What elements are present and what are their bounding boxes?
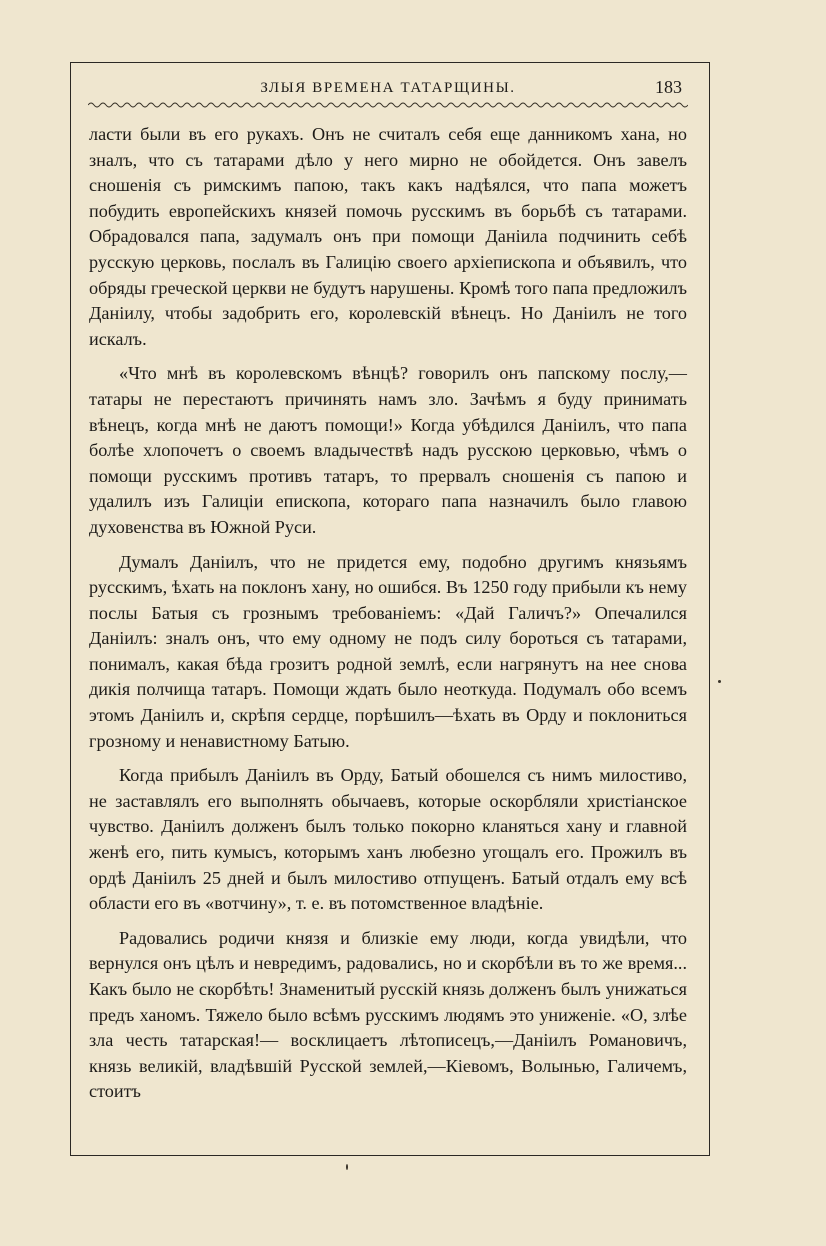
paragraph-3: Думалъ Даніилъ, что не придется ему, подобно другимъ князьямъ русскимъ, ѣхать на поклонъ хану, но ошибся. Въ 1250 году прибыли къ нему послы Батыя съ грознымъ требованіемъ: «Дай Галичъ?» Опечалился Даніилъ: зналъ онъ, что ему одному не подъ силу бороться съ татарами, понималъ, какая бѣда грозитъ родной землѣ, если нагрянутъ на нее снова дикія полчища татаръ. Помощи ждать было неоткуда. Подумалъ обо всемъ этомъ Даніилъ и, скрѣпя сердце, порѣшилъ—ѣхать въ Орду и поклониться грозному и ненавистному Батыю. [89,551,687,751]
paragraph-5: Радовались родичи князя и близкіе ему люди, когда увидѣли, что вернулся онъ цѣлъ и невредимъ, радовались, но и скорбѣли въ то же время... Какъ было не скорбѣть! Знаменитый русскій князь долженъ былъ унижаться предъ ханомъ. Тяжело было всѣмъ русскимъ людямъ это униженіе. «О, злѣе зла честь татарская!— восклицаетъ лѣтописецъ,—Даніилъ Романовичъ, князь великій, владѣвшій Русской землей,—Кіевомъ, Волынью, Галичемъ, стоитъ [89,927,687,1102]
paragraph-2: «Что мнѣ въ королевскомъ вѣнцѣ? говорилъ онъ папскому послу,— татары не перестаютъ причинять намъ зло. Зачѣмъ я буду принимать вѣнецъ, когда мнѣ не даютъ помощи!» Когда убѣдился Даніилъ, что папа болѣе хлопочетъ о своемъ владычествѣ надъ русскою церковью, чѣмъ о помощи русскимъ противъ татаръ, то прервалъ сношенія съ папою и удалилъ изъ Галиціи епископа, котораго папа назначилъ было главою духовенства въ Южной Руси. [89,363,687,537]
running-title: ЗЛЫЯ ВРЕМЕНА ТАТАРЩИНЫ. [260,80,516,96]
paragraph-4: Когда прибылъ Даніилъ въ Орду, Батый обошелся съ нимъ милостиво, не заставлялъ его выполнять обычаевъ, которые оскорбляли христіанское чувство. Даніилъ долженъ былъ только покорно кланяться хану и главной женѣ его, пить кумысъ, которымъ ханъ любезно угощалъ его. Прожилъ въ ордѣ Даніилъ 25 дней и былъ милостиво отпущенъ. Батый отдалъ ему всѣ области его въ «вотчину», т. е. въ потомственное владѣніе. [89,765,687,914]
running-head [88,74,688,102]
page-number: 183 [655,77,682,97]
paragraph-1: ласти были въ его рукахъ. Онъ не считалъ себя еще данникомъ хана, но зналъ, что съ татарами дѣло у него мирно не обойдется. Онъ завелъ сношенія съ римскимъ папою, такъ какъ надѣялся, что папа можетъ побудить европейскихъ князей помочь русскимъ въ борьбѣ съ татарами. Обрадовался папа, задумалъ онъ при помощи Даніила подчинить себѣ русскую церковь, послалъ въ Галицію своего архіепископа и объявилъ, что обряды греческой церкви не будутъ нарушены. Кромѣ того папа предложилъ Даніилу, чтобы задобрить его, королевскій вѣнецъ. Но Даніилъ не того искалъ. [89,124,687,349]
ink-speck [718,680,721,683]
wavy-rule-ornament [88,100,688,110]
ink-speck [346,1164,348,1170]
text-body [89,122,687,1114]
